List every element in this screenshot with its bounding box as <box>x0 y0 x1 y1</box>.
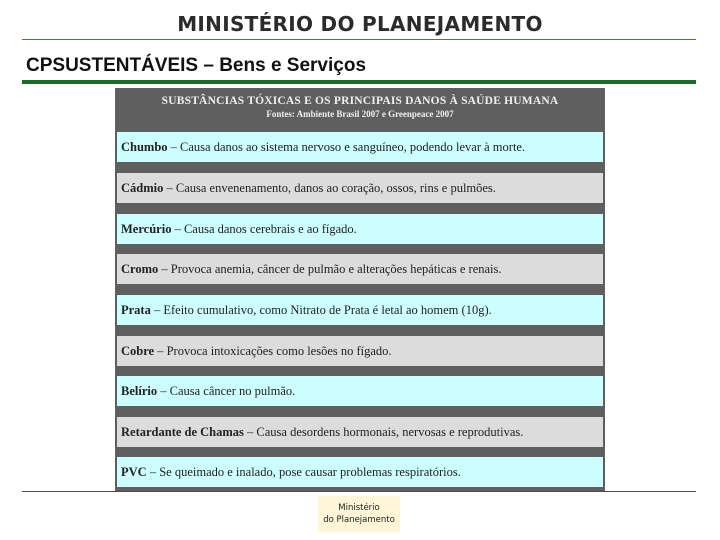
substance-name: Cobre <box>121 344 158 358</box>
substance-name: Chumbo <box>121 140 171 154</box>
substance-row-chumbo <box>117 132 603 162</box>
substance-name: Retardante de Chamas <box>121 425 248 439</box>
page-title: MINISTÉRIO DO PLANEJAMENTO <box>177 12 543 36</box>
panel-title: SUBSTÂNCIAS TÓXICAS E OS PRINCIPAIS DANOS À SAÚDE HUMANA <box>161 95 559 107</box>
panel-source: Fontes: Ambiente Brasil 2007 e Greenpeace 2007 <box>266 109 454 119</box>
substance-row-cadmio <box>117 173 603 203</box>
ministry-logo <box>318 496 400 532</box>
substance-name: PVC <box>121 465 150 479</box>
footer-divider <box>22 491 696 492</box>
substance-row-mercurio <box>117 214 603 244</box>
logo-line-2: do Planejamento <box>323 515 395 525</box>
substance-description: – Provoca anemia, câncer de pulmão e alterações hepáticas e renais. <box>161 262 502 276</box>
subtitle-divider <box>22 80 696 84</box>
toxic-substances-panel <box>115 88 605 491</box>
substance-row-pvc <box>117 457 603 487</box>
substance-row-belirio <box>117 376 603 406</box>
substance-row-prata <box>117 295 603 325</box>
substance-name: Prata <box>121 303 154 317</box>
substance-name: Mercúrio <box>121 222 175 236</box>
substance-description: – Causa envenenamento, danos ao coração, ossos, rins e pulmões. <box>166 181 496 195</box>
substance-description: – Causa câncer no pulmão. <box>160 384 296 398</box>
substance-name: Cromo <box>121 262 162 276</box>
substance-description: – Provoca intoxicações como lesões no fígado. <box>157 344 392 358</box>
substance-description: – Se queimado e inalado, pose causar problemas respiratórios. <box>149 465 461 479</box>
substance-row-retardante <box>117 417 603 447</box>
substance-description: – Causa danos cerebrais e ao fígado. <box>174 222 357 236</box>
substance-description: – Causa desordens hormonais, nervosas e reprodutivas. <box>247 425 524 439</box>
substance-description: – Efeito cumulativo, como Nitrato de Prata é letal ao homem (10g). <box>153 303 492 317</box>
substance-description: – Causa danos ao sistema nervoso e sanguíneo, podendo levar à morte. <box>170 140 526 154</box>
section-subtitle: CPSUSTENTÁVEIS – Bens e Serviços <box>26 55 367 76</box>
logo-line-1: Ministério <box>338 503 380 513</box>
substance-row-cromo <box>117 254 603 284</box>
substance-name: Belírio <box>121 384 161 398</box>
panel-header <box>115 88 605 128</box>
substance-row-cobre <box>117 336 603 366</box>
substance-name: Cádmio <box>121 181 167 195</box>
header-divider <box>22 39 696 40</box>
